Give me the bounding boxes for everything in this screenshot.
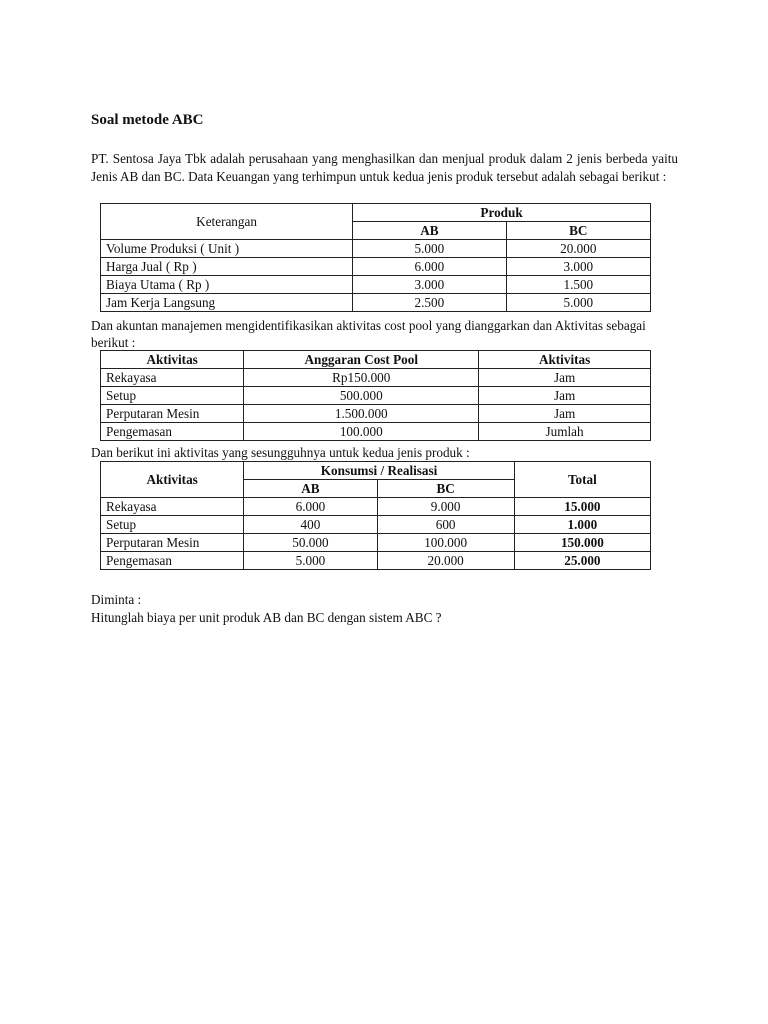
table-row xyxy=(101,258,651,276)
value-bc: 3.000 xyxy=(506,258,650,276)
table-row xyxy=(101,534,651,552)
value-total: 150.000 xyxy=(514,534,650,552)
value-anggaran: 500.000 xyxy=(244,387,479,405)
header-produk: Produk xyxy=(353,204,651,222)
header-aktivitas-unit: Aktivitas xyxy=(479,351,651,369)
value-total: 25.000 xyxy=(514,552,650,570)
product-data-table xyxy=(100,203,651,312)
row-label: Volume Produksi ( Unit ) xyxy=(101,240,353,258)
row-label: Setup xyxy=(101,516,244,534)
document-title: Soal metode ABC xyxy=(91,112,204,128)
cost-pool-table xyxy=(100,350,651,441)
value-ab: 5.000 xyxy=(244,552,377,570)
value-bc: 1.500 xyxy=(506,276,650,294)
header-aktivitas: Aktivitas xyxy=(101,462,244,498)
value-ab: 50.000 xyxy=(244,534,377,552)
header-aktivitas: Aktivitas xyxy=(101,351,244,369)
row-label: Setup xyxy=(101,387,244,405)
value-bc: 20.000 xyxy=(377,552,514,570)
header-total: Total xyxy=(514,462,650,498)
row-label: Perputaran Mesin xyxy=(101,534,244,552)
row-label: Pengemasan xyxy=(101,552,244,570)
header-ab: AB xyxy=(244,480,377,498)
table-row xyxy=(101,423,651,441)
row-label: Rekayasa xyxy=(101,498,244,516)
table-row xyxy=(101,276,651,294)
value-ab: 400 xyxy=(244,516,377,534)
value-bc: 9.000 xyxy=(377,498,514,516)
header-keterangan: Keterangan xyxy=(101,204,353,240)
header-ab: AB xyxy=(353,222,507,240)
row-label: Rekayasa xyxy=(101,369,244,387)
value-bc: 5.000 xyxy=(506,294,650,312)
value-anggaran: Rp150.000 xyxy=(244,369,479,387)
table-row xyxy=(101,240,651,258)
value-ab: 6.000 xyxy=(244,498,377,516)
header-anggaran: Anggaran Cost Pool xyxy=(244,351,479,369)
value-anggaran: 100.000 xyxy=(244,423,479,441)
header-bc: BC xyxy=(377,480,514,498)
value-bc: 20.000 xyxy=(506,240,650,258)
table-row xyxy=(101,294,651,312)
value-aktivitas: Jam xyxy=(479,387,651,405)
value-bc: 600 xyxy=(377,516,514,534)
value-ab: 2.500 xyxy=(353,294,507,312)
paragraph-realisasi: Dan berikut ini aktivitas yang sesungguhnya untuk kedua jenis produk : xyxy=(91,445,470,460)
table-row xyxy=(101,498,651,516)
header-bc: BC xyxy=(506,222,650,240)
row-label: Jam Kerja Langsung xyxy=(101,294,353,312)
value-aktivitas: Jam xyxy=(479,369,651,387)
row-label: Pengemasan xyxy=(101,423,244,441)
table-row xyxy=(101,369,651,387)
value-anggaran: 1.500.000 xyxy=(244,405,479,423)
question-text: Hitunglah biaya per unit produk AB dan BC dengan sistem ABC ? xyxy=(91,610,442,625)
intro-paragraph: PT. Sentosa Jaya Tbk adalah perusahaan yang menghasilkan dan menjual produk dalam 2 jenis berbeda yaitu Jenis AB dan BC. Data Keuangan yang terhimpun untuk kedua jenis produk tersebut adalah sebagai berikut : xyxy=(91,151,678,184)
row-label: Harga Jual ( Rp ) xyxy=(101,258,353,276)
table-row xyxy=(101,387,651,405)
header-konsumsi: Konsumsi / Realisasi xyxy=(244,462,514,480)
value-bc: 100.000 xyxy=(377,534,514,552)
table-row xyxy=(101,405,651,423)
value-ab: 6.000 xyxy=(353,258,507,276)
value-total: 1.000 xyxy=(514,516,650,534)
diminta-label: Diminta : xyxy=(91,592,142,607)
table-row xyxy=(101,552,651,570)
value-aktivitas: Jam xyxy=(479,405,651,423)
paragraph-cost-pool: Dan akuntan manajemen mengidentifikasikan aktivitas cost pool yang dianggarkan dan Aktivitas sebagai berikut : xyxy=(91,318,646,350)
row-label: Biaya Utama ( Rp ) xyxy=(101,276,353,294)
row-label: Perputaran Mesin xyxy=(101,405,244,423)
value-aktivitas: Jumlah xyxy=(479,423,651,441)
value-ab: 3.000 xyxy=(353,276,507,294)
value-ab: 5.000 xyxy=(353,240,507,258)
table-row xyxy=(101,516,651,534)
value-total: 15.000 xyxy=(514,498,650,516)
consumption-table xyxy=(100,461,651,570)
